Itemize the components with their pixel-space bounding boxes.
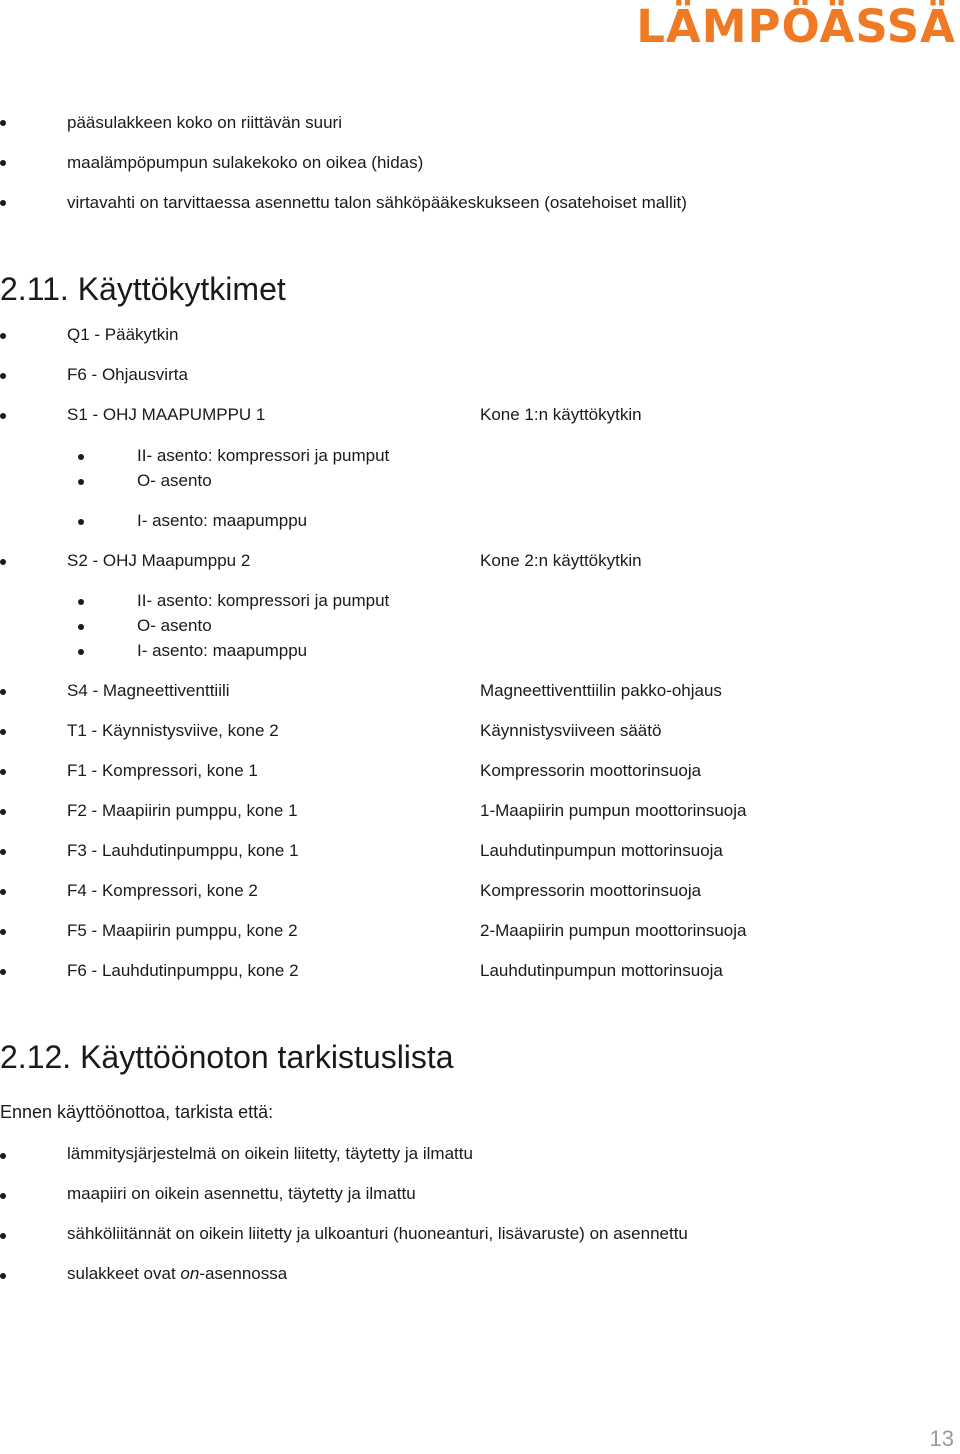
bullet-icon — [78, 599, 84, 605]
switch-row-desc: Kompressorin moottorinsuoja — [480, 881, 702, 900]
switch-f6-control: F6 - Ohjausvirta — [67, 365, 188, 384]
list-item: virtavahti on tarvittaessa asennettu talon sähköpääkeskukseen (osatehoiset mallit) — [67, 193, 687, 212]
bullet-icon — [78, 454, 84, 460]
bullet-icon — [78, 624, 84, 630]
section-title-211: 2.11. Käyttökytkimet — [0, 271, 286, 307]
s1-sub-item: O- asento — [137, 471, 212, 490]
s1-sub-item: I- asento: maapumppu — [137, 511, 308, 530]
switch-row-label: F3 - Lauhdutinpumppu, kone 1 — [67, 841, 299, 860]
switch-row-label: F6 - Lauhdutinpumppu, kone 2 — [67, 961, 299, 980]
bullet-icon — [78, 649, 84, 655]
switch-row-desc: Magneettiventtiilin pakko-ohjaus — [480, 681, 722, 700]
switch-row-label: S4 - Magneettiventtiili — [67, 681, 230, 700]
s1-sub-item: II- asento: kompressori ja pumput — [137, 446, 390, 465]
section-title-212: 2.12. Käyttöönoton tarkistuslista — [0, 1039, 454, 1075]
checklist-intro: Ennen käyttöönottoa, tarkista että: — [0, 1102, 274, 1122]
bullet-icon — [0, 929, 6, 935]
bullet-icon — [0, 689, 6, 695]
bullet-icon — [0, 559, 6, 565]
switch-row-desc: Lauhdutinpumpun mottorinsuoja — [480, 841, 723, 860]
checklist-text-emphasis: on — [180, 1264, 200, 1283]
brand-logo: LÄMPÖÄSSÄ — [636, 0, 956, 53]
bullet-icon — [0, 729, 6, 735]
bullet-icon — [0, 1273, 6, 1279]
switch-row-label: F4 - Kompressori, kone 2 — [67, 881, 258, 900]
checklist-text-after: -asennossa — [199, 1264, 288, 1283]
switch-s2-label: S2 - OHJ Maapumppu 2 — [67, 551, 251, 570]
s2-sub-item: II- asento: kompressori ja pumput — [137, 591, 390, 610]
bullet-icon — [0, 333, 6, 339]
bullet-icon — [78, 519, 84, 525]
switch-row-label: F1 - Kompressori, kone 1 — [67, 761, 258, 780]
bullet-icon — [78, 479, 84, 485]
checklist-item: maapiiri on oikein asennettu, täytetty ja ilmattu — [67, 1184, 416, 1203]
checklist-item: lämmitysjärjestelmä on oikein liitetty, täytetty ja ilmattu — [67, 1144, 473, 1163]
switch-row-desc: 2-Maapiirin pumpun moottorinsuoja — [480, 921, 747, 940]
list-item: maalämpöpumpun sulakekoko on oikea (hidas) — [67, 153, 424, 172]
switch-s1-label: S1 - OHJ MAAPUMPPU 1 — [67, 405, 266, 424]
switch-row-label: F2 - Maapiirin pumppu, kone 1 — [67, 801, 298, 820]
bullet-icon — [0, 1153, 6, 1159]
bullet-icon — [0, 160, 6, 166]
list-item: pääsulakkeen koko on riittävän suuri — [67, 113, 342, 132]
switch-s1-desc: Kone 1:n käyttökytkin — [480, 405, 642, 424]
checklist-item: sähköliitännät on oikein liitetty ja ulkoanturi (huoneanturi, lisävaruste) on asennettu — [67, 1224, 688, 1243]
bullet-icon — [0, 849, 6, 855]
bullet-icon — [0, 120, 6, 126]
bullet-icon — [0, 969, 6, 975]
switch-row-label: F5 - Maapiirin pumppu, kone 2 — [67, 921, 298, 940]
switch-row-label: T1 - Käynnistysviive, kone 2 — [67, 721, 279, 740]
checklist-item — [67, 1264, 287, 1284]
switch-row-desc: 1-Maapiirin pumpun moottorinsuoja — [480, 801, 747, 820]
bullet-icon — [0, 809, 6, 815]
bullet-icon — [0, 373, 6, 379]
bullet-icon — [0, 1193, 6, 1199]
switch-row-desc: Käynnistysviiveen säätö — [480, 721, 662, 740]
switch-row-desc: Lauhdutinpumpun mottorinsuoja — [480, 961, 723, 980]
bullet-icon — [0, 769, 6, 775]
switch-row-desc: Kompressorin moottorinsuoja — [480, 761, 702, 780]
bullet-icon — [0, 889, 6, 895]
s2-sub-item: I- asento: maapumppu — [137, 641, 308, 660]
checklist-text-before: sulakkeet ovat — [67, 1264, 181, 1283]
page-number: 13 — [929, 1426, 954, 1451]
switch-s2-desc: Kone 2:n käyttökytkin — [480, 551, 642, 570]
switch-q1: Q1 - Pääkytkin — [67, 325, 179, 344]
s2-sub-item: O- asento — [137, 616, 212, 635]
bullet-icon — [0, 413, 6, 419]
bullet-icon — [0, 1233, 6, 1239]
bullet-icon — [0, 200, 6, 206]
